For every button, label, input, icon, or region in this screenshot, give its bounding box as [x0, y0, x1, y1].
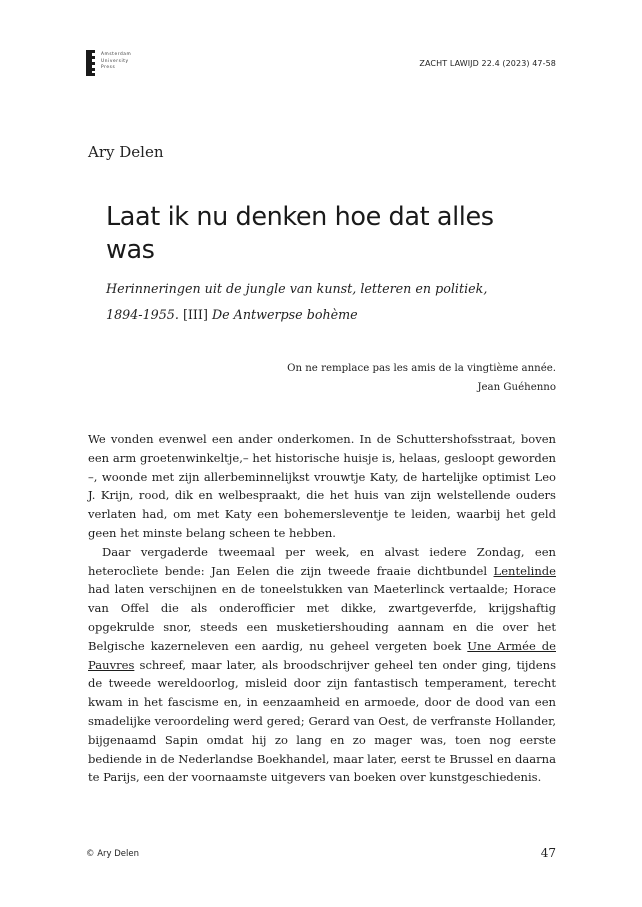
article-body [88, 430, 556, 787]
copyright-notice: © Ary Delen [86, 849, 139, 859]
aup-logo-mark-icon [86, 50, 95, 76]
epigraph-attribution: Jean Guéhenno [477, 382, 556, 393]
paragraph-2 [88, 543, 556, 787]
publisher-line: University [101, 58, 129, 64]
epigraph [287, 359, 556, 397]
book-title-lentelinde: Lentelinde [493, 563, 556, 578]
article-title: Laat ik nu denken hoe dat alles was [106, 202, 494, 265]
paragraph-2-part-a: Daar vergaderde tweemaal per week, en alvast iedere Zondag, een heteroclìete bende: Jan Eelen die zijn tweede fraaie dichtbundel [88, 544, 556, 578]
paragraph-2-part-c: schreef, maar later, als broodschrijver geheel ten onder ging, tijdens de tweede wereldoorlog, misleid door zijn fantastisch temperament, terecht kwam in het fascisme en, in eenzaamheid en armoede, door de dood van een smadelijke veroordeling werd gered; Gerard van Oest, de verfranste Hollander, bijgenaamd Sapin omdat hij zo lang en zo mager was, toen nog eerste bediende in de Nederlandse Boekhandel, maar later, eerst te Brussel en daarna te Parijs, een der voornaamste uitgevers van boeken over kunstgeschiedenis. [88, 657, 556, 785]
subtitle-line-2 [106, 302, 556, 328]
page-number: 47 [540, 846, 556, 860]
publisher-logo [86, 50, 146, 76]
subtitle-rest: De Antwerpse bohème [211, 307, 358, 322]
subtitle-years: 1894-1955. [106, 307, 179, 322]
paragraph-1: We vonden evenwel een ander onderkomen. In de Schuttershofsstraat, boven een arm groetenwinkeltje,– het historische huisje is, helaas, gesloopt geworden –, woonde met zijn allerbeminnelijkst vrouwtje Katy, de hartelijke optimist Leo J. Krijn, rood, dik en welbespraakt, die het huis van zijn welstellende ouders verlaten had, om met Katy een bohemersleventje te leiden, waarbij het geld geen het minste belang scheen te hebben. [88, 432, 556, 540]
epigraph-quote: On ne remplace pas les amis de la vingtième année. [287, 363, 556, 374]
book-title-une-armee: Une Armée de Pauvres [88, 638, 556, 672]
paragraph-2-part-b: had laten verschijnen en de toneelstukken van Maeterlinck vertaalde; Horace van Offel die als onderofficier met dikke, zwartgeverfde, krijgshaftig opgekrulde snor, steeds een musketiershouding aannam en die over het Belgische kazerneleven een aardig, nu geheel vergeten boek [88, 582, 556, 653]
journal-reference: ZACHT LAWIJD 22.4 (2023) 47-58 [419, 59, 556, 68]
article-author: Ary Delen [88, 143, 164, 161]
subtitle-part: [III] [182, 307, 208, 322]
article-subtitle [106, 276, 556, 328]
publisher-line: Amsterdam [101, 52, 132, 57]
subtitle-line-1: Herinneringen uit de jungle van kunst, letteren en politiek, [106, 281, 488, 296]
publisher-line: Press [101, 65, 116, 70]
publisher-name [101, 52, 131, 72]
